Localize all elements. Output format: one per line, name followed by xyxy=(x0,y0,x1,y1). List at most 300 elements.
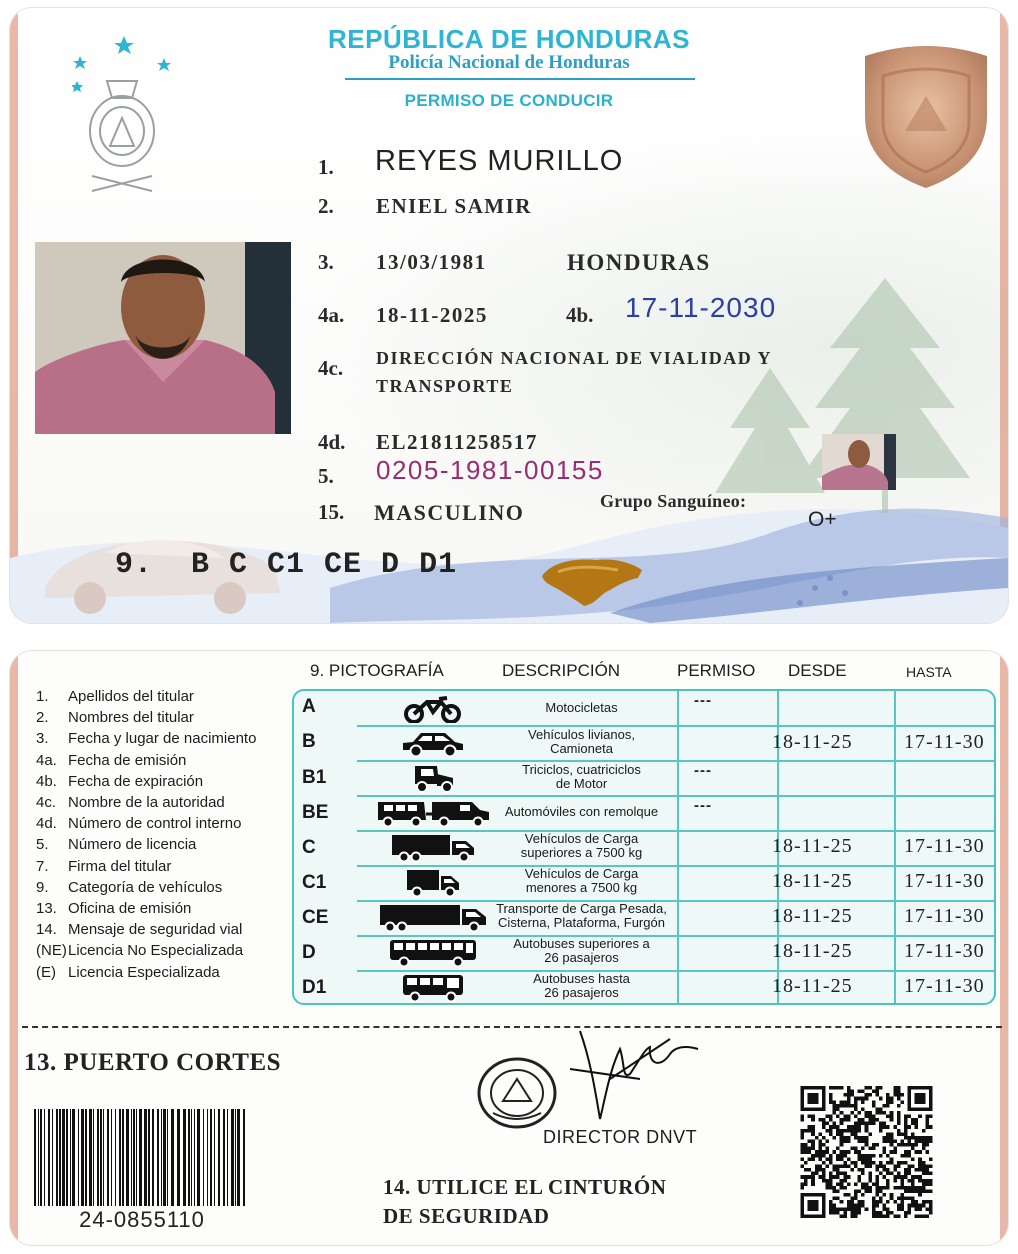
qr-module xyxy=(925,1179,929,1183)
qr-module xyxy=(911,1204,915,1208)
qr-module xyxy=(836,1115,840,1119)
qr-module xyxy=(897,1118,901,1122)
qr-module xyxy=(836,1189,840,1193)
qr-module xyxy=(833,1100,837,1104)
qr-module xyxy=(875,1093,879,1097)
qr-module xyxy=(922,1189,926,1193)
qr-module xyxy=(818,1132,822,1136)
qr-module xyxy=(879,1129,883,1133)
qr-module xyxy=(883,1147,887,1151)
qr-module xyxy=(875,1086,879,1090)
column-divider xyxy=(677,691,679,1003)
qr-module xyxy=(922,1168,926,1172)
qr-module xyxy=(904,1136,908,1140)
qr-module xyxy=(918,1168,922,1172)
qr-module xyxy=(915,1125,919,1129)
legend-item: 7. Firma del titular xyxy=(36,857,172,875)
qr-module xyxy=(811,1179,815,1183)
qr-module xyxy=(861,1122,865,1126)
qr-module xyxy=(847,1150,851,1154)
barcode-bar xyxy=(148,1109,150,1206)
license-front xyxy=(10,8,1008,623)
qr-module xyxy=(861,1157,865,1161)
field-legend xyxy=(36,686,256,983)
qr-module xyxy=(829,1207,833,1211)
qr-module xyxy=(801,1147,805,1151)
qr-module xyxy=(890,1143,894,1147)
holder-photo-ghost xyxy=(822,434,896,490)
qr-module xyxy=(811,1147,815,1151)
qr-module xyxy=(825,1186,829,1190)
barcode-bar xyxy=(157,1109,159,1206)
qr-module xyxy=(915,1143,919,1147)
qr-module xyxy=(925,1200,929,1204)
qr-module xyxy=(818,1118,822,1122)
qr-module xyxy=(861,1186,865,1190)
qr-module xyxy=(825,1150,829,1154)
qr-module xyxy=(818,1175,822,1179)
qr-module xyxy=(868,1172,872,1176)
qr-module xyxy=(890,1132,894,1136)
qr-module xyxy=(843,1161,847,1165)
qr-module xyxy=(865,1136,869,1140)
qr-module xyxy=(918,1193,922,1197)
qr-module xyxy=(858,1207,862,1211)
qr-module xyxy=(886,1097,890,1101)
category-to-date: 17-11-30 xyxy=(904,905,985,927)
qr-module xyxy=(883,1111,887,1115)
qr-module xyxy=(850,1168,854,1172)
barcode-bar xyxy=(111,1109,112,1206)
legend-item: 5. Número de licencia xyxy=(36,836,197,854)
car-icon xyxy=(358,727,508,760)
qr-module xyxy=(911,1136,915,1140)
motorcycle-icon xyxy=(358,692,508,725)
qr-module xyxy=(847,1090,851,1094)
honduras-map-icon xyxy=(538,548,650,610)
qr-module xyxy=(861,1204,865,1208)
qr-module xyxy=(801,1132,805,1136)
qr-module xyxy=(843,1118,847,1122)
qr-module xyxy=(911,1147,915,1151)
qr-module xyxy=(904,1115,908,1119)
qr-module xyxy=(822,1161,826,1165)
qr-module xyxy=(850,1090,854,1094)
qr-module xyxy=(925,1207,929,1211)
qr-module xyxy=(911,1189,915,1193)
qr-module xyxy=(865,1207,869,1211)
qr-module xyxy=(875,1211,879,1215)
qr-module xyxy=(915,1150,919,1154)
qr-module xyxy=(904,1172,908,1176)
barcode-bar xyxy=(38,1109,39,1206)
qr-module xyxy=(840,1100,844,1104)
qr-module xyxy=(836,1172,840,1176)
category-code: CE xyxy=(302,907,329,928)
barcode-bar xyxy=(115,1109,116,1206)
qr-module xyxy=(843,1186,847,1190)
qr-module xyxy=(833,1107,837,1111)
qr-module xyxy=(822,1172,826,1176)
qr-module xyxy=(886,1200,890,1204)
qr-module xyxy=(822,1122,826,1126)
qr-module xyxy=(843,1104,847,1108)
qr-module xyxy=(833,1189,837,1193)
qr-module xyxy=(915,1168,919,1172)
qr-module xyxy=(850,1093,854,1097)
qr-module xyxy=(897,1129,901,1133)
barcode-bar xyxy=(44,1109,45,1206)
card-edge xyxy=(1000,651,1008,1245)
qr-module xyxy=(822,1179,826,1183)
field-number: 4d. xyxy=(318,430,346,454)
qr-module xyxy=(829,1086,833,1090)
qr-module xyxy=(833,1175,837,1179)
qr-module xyxy=(850,1204,854,1208)
qr-module xyxy=(811,1129,815,1133)
qr-module xyxy=(861,1172,865,1176)
category-description: Autobuses hasta 26 pasajeros xyxy=(533,971,630,1000)
qr-module xyxy=(893,1175,897,1179)
qr-module xyxy=(922,1129,926,1133)
barcode-bar xyxy=(103,1109,104,1206)
qr-module xyxy=(883,1175,887,1179)
qr-module xyxy=(815,1164,819,1168)
qr-module xyxy=(897,1086,901,1090)
safety-message xyxy=(383,1173,666,1231)
qr-module xyxy=(922,1179,926,1183)
qr-module xyxy=(904,1168,908,1172)
qr-module xyxy=(897,1111,901,1115)
field-number: 3. xyxy=(318,250,334,274)
qr-module xyxy=(872,1161,876,1165)
qr-module xyxy=(847,1164,851,1168)
qr-module xyxy=(872,1200,876,1204)
qr-module xyxy=(822,1168,826,1172)
barcode-bar xyxy=(171,1109,174,1206)
qr-module xyxy=(858,1125,862,1129)
qr-module xyxy=(875,1214,879,1218)
qr-module xyxy=(804,1147,808,1151)
qr-module xyxy=(918,1204,922,1208)
qr-module xyxy=(897,1104,901,1108)
qr-module xyxy=(868,1175,872,1179)
qr-module xyxy=(893,1214,897,1218)
qr-module xyxy=(843,1129,847,1133)
qr-module xyxy=(868,1093,872,1097)
qr-module xyxy=(918,1115,922,1119)
qr-module xyxy=(840,1172,844,1176)
qr-module xyxy=(843,1211,847,1215)
qr-module xyxy=(911,1186,915,1190)
qr-module xyxy=(918,1140,922,1144)
qr-module xyxy=(858,1150,862,1154)
qr-module xyxy=(925,1168,929,1172)
qr-module xyxy=(836,1086,840,1090)
qr-module xyxy=(911,1132,915,1136)
barcode xyxy=(32,1109,252,1206)
qr-module xyxy=(875,1182,879,1186)
qr-module xyxy=(872,1100,876,1104)
barcode-bar xyxy=(136,1109,137,1206)
qr-module xyxy=(908,1211,912,1215)
qr-module xyxy=(929,1211,933,1215)
qr-module xyxy=(801,1129,805,1133)
barcode-bar xyxy=(59,1109,61,1206)
blood-group-label: Grupo Sanguíneo: xyxy=(600,491,747,511)
qr-module xyxy=(808,1168,812,1172)
qr-module xyxy=(833,1122,837,1126)
qr-module xyxy=(922,1161,926,1165)
qr-module xyxy=(840,1140,844,1144)
category-code: C1 xyxy=(302,872,327,893)
barcode-bar xyxy=(197,1109,200,1206)
qr-module xyxy=(811,1172,815,1176)
qr-module xyxy=(893,1090,897,1094)
qr-module xyxy=(893,1125,897,1129)
qr-module xyxy=(911,1197,915,1201)
qr-module xyxy=(811,1154,815,1158)
qr-module xyxy=(883,1122,887,1126)
qr-module xyxy=(904,1143,908,1147)
qr-module xyxy=(850,1104,854,1108)
hologram-seal-icon xyxy=(855,36,997,192)
qr-module xyxy=(861,1097,865,1101)
blood-group-value: O+ xyxy=(808,508,837,531)
qr-module xyxy=(868,1161,872,1165)
qr-module xyxy=(854,1122,858,1126)
qr-module xyxy=(825,1122,829,1126)
qr-module xyxy=(886,1186,890,1190)
qr-module xyxy=(900,1204,904,1208)
qr-module xyxy=(929,1115,933,1119)
qr-module xyxy=(879,1122,883,1126)
qr-module xyxy=(847,1193,851,1197)
legend-item: 4d. Número de control interno xyxy=(36,815,242,833)
qr-module xyxy=(822,1136,826,1140)
qr-module xyxy=(840,1143,844,1147)
barcode-bar xyxy=(214,1109,215,1206)
qr-module xyxy=(804,1161,808,1165)
barcode-bar xyxy=(40,1109,42,1206)
category-code: A xyxy=(302,696,316,717)
vehicle-categories xyxy=(115,548,457,582)
header-hasta: HASTA xyxy=(906,664,952,680)
qr-module xyxy=(922,1200,926,1204)
qr-module xyxy=(833,1164,837,1168)
qr-module xyxy=(833,1150,837,1154)
director-label: DIRECTOR DNVT xyxy=(543,1127,698,1147)
qr-module xyxy=(829,1154,833,1158)
category-from-date: 18-11-25 xyxy=(772,731,853,753)
qr-module xyxy=(858,1097,862,1101)
qr-module xyxy=(875,1118,879,1122)
qr-module xyxy=(918,1186,922,1190)
qr-module xyxy=(883,1207,887,1211)
qr-module xyxy=(875,1090,879,1094)
qr-module xyxy=(804,1150,808,1154)
qr-module xyxy=(868,1154,872,1158)
qr-module xyxy=(883,1204,887,1208)
qr-module xyxy=(868,1086,872,1090)
qr-module xyxy=(840,1179,844,1183)
qr-module xyxy=(833,1125,837,1129)
field-number: 15. xyxy=(318,500,345,524)
qr-module xyxy=(818,1157,822,1161)
qr-module xyxy=(801,1118,805,1122)
qr-module xyxy=(929,1189,933,1193)
qr-module xyxy=(890,1136,894,1140)
birth-date-value: 13/03/1981 xyxy=(376,250,487,274)
category-description: Autobuses superiores a 26 pasajeros xyxy=(513,936,650,965)
qr-module xyxy=(865,1122,869,1126)
qr-module xyxy=(900,1175,904,1179)
legend-item: 1. Apellidos del titular xyxy=(36,688,194,705)
qr-module xyxy=(865,1111,869,1115)
qr-module xyxy=(836,1207,840,1211)
barcode-bar xyxy=(70,1109,71,1206)
barcode-bar xyxy=(167,1109,168,1206)
barcode-bar xyxy=(89,1109,92,1206)
category-code: D xyxy=(302,942,316,963)
qr-module xyxy=(847,1118,851,1122)
qr-module xyxy=(897,1115,901,1119)
qr-module xyxy=(872,1182,876,1186)
barcode-bar xyxy=(144,1109,147,1206)
qr-module xyxy=(854,1100,858,1104)
qr-module xyxy=(829,1172,833,1176)
qr-module xyxy=(890,1161,894,1165)
small-bus-icon xyxy=(358,971,508,1004)
barcode-bar xyxy=(163,1109,166,1206)
light-truck-icon xyxy=(358,866,508,899)
category-description: Automóviles con remolque xyxy=(504,804,659,819)
qr-module xyxy=(847,1140,851,1144)
barcode-bar xyxy=(188,1109,190,1206)
section-divider xyxy=(22,1026,1002,1028)
barcode-bar xyxy=(237,1109,240,1206)
qr-module xyxy=(868,1164,872,1168)
qr-module xyxy=(918,1157,922,1161)
qr-module xyxy=(875,1175,879,1179)
qr-module xyxy=(897,1175,901,1179)
qr-module xyxy=(890,1097,894,1101)
qr-module xyxy=(843,1193,847,1197)
qr-module xyxy=(850,1200,854,1204)
qr-module xyxy=(801,1182,805,1186)
qr-module xyxy=(858,1118,862,1122)
qr-module xyxy=(890,1111,894,1115)
qr-module xyxy=(918,1207,922,1211)
qr-module xyxy=(854,1182,858,1186)
qr-module xyxy=(893,1147,897,1151)
qr-module xyxy=(850,1125,854,1129)
qr-module xyxy=(804,1175,808,1179)
qr-module xyxy=(865,1161,869,1165)
qr-module xyxy=(925,1125,929,1129)
qr-module xyxy=(861,1118,865,1122)
barcode-bar xyxy=(218,1109,220,1206)
qr-module xyxy=(858,1200,862,1204)
field-number: 2. xyxy=(318,194,334,218)
barcode-bar xyxy=(62,1109,65,1206)
qr-module xyxy=(850,1211,854,1215)
qr-module xyxy=(897,1122,901,1126)
qr-module xyxy=(840,1164,844,1168)
qr-module xyxy=(875,1186,879,1190)
header-descripcion: DESCRIPCIÓN xyxy=(502,661,621,680)
semi-trailer-icon xyxy=(358,901,508,934)
control-number-value: EL21811258517 xyxy=(376,430,538,454)
qr-module xyxy=(925,1182,929,1186)
qr-module xyxy=(875,1189,879,1193)
qr-module xyxy=(915,1186,919,1190)
qr-module xyxy=(833,1186,837,1190)
qr-module xyxy=(868,1179,872,1183)
qr-module xyxy=(893,1200,897,1204)
qr-module xyxy=(897,1161,901,1165)
column-divider xyxy=(894,691,896,1003)
qr-module xyxy=(900,1182,904,1186)
qr-module xyxy=(858,1090,862,1094)
qr-module xyxy=(879,1211,883,1215)
qr-module xyxy=(865,1115,869,1119)
qr-module xyxy=(908,1115,912,1119)
qr-module xyxy=(922,1172,926,1176)
qr-module xyxy=(908,1164,912,1168)
qr-module xyxy=(904,1197,908,1201)
qr-module xyxy=(922,1214,926,1218)
qr-module xyxy=(825,1182,829,1186)
qr-module xyxy=(865,1164,869,1168)
qr-module xyxy=(900,1093,904,1097)
qr-module xyxy=(872,1090,876,1094)
barcode-bar xyxy=(177,1109,180,1206)
qr-module xyxy=(801,1186,805,1190)
qr-module xyxy=(811,1115,815,1119)
qr-module xyxy=(929,1136,933,1140)
category-from-date: 18-11-25 xyxy=(772,870,853,892)
header-permiso: PERMISO xyxy=(677,661,756,680)
qr-module xyxy=(858,1211,862,1215)
qr-module xyxy=(925,1136,929,1140)
qr-module xyxy=(922,1136,926,1140)
issuer-subtitle: Policía Nacional de Honduras xyxy=(388,52,630,73)
qr-module xyxy=(861,1136,865,1140)
barcode-bar xyxy=(48,1109,50,1206)
qr-module xyxy=(925,1118,929,1122)
qr-module xyxy=(918,1189,922,1193)
qr-module xyxy=(911,1200,915,1204)
qr-module xyxy=(818,1164,822,1168)
qr-module xyxy=(890,1157,894,1161)
qr-module xyxy=(861,1182,865,1186)
qr-module xyxy=(922,1140,926,1144)
qr-module xyxy=(854,1211,858,1215)
barcode-bar xyxy=(72,1109,75,1206)
qr-module xyxy=(858,1140,862,1144)
qr-module xyxy=(890,1211,894,1215)
qr-module xyxy=(929,1200,933,1204)
qr-module xyxy=(883,1125,887,1129)
qr-module xyxy=(861,1161,865,1165)
holder-photo xyxy=(35,242,291,434)
qr-module xyxy=(825,1157,829,1161)
qr-module xyxy=(836,1125,840,1129)
qr-module xyxy=(900,1161,904,1165)
qr-module xyxy=(861,1090,865,1094)
barcode-bar xyxy=(126,1109,129,1206)
